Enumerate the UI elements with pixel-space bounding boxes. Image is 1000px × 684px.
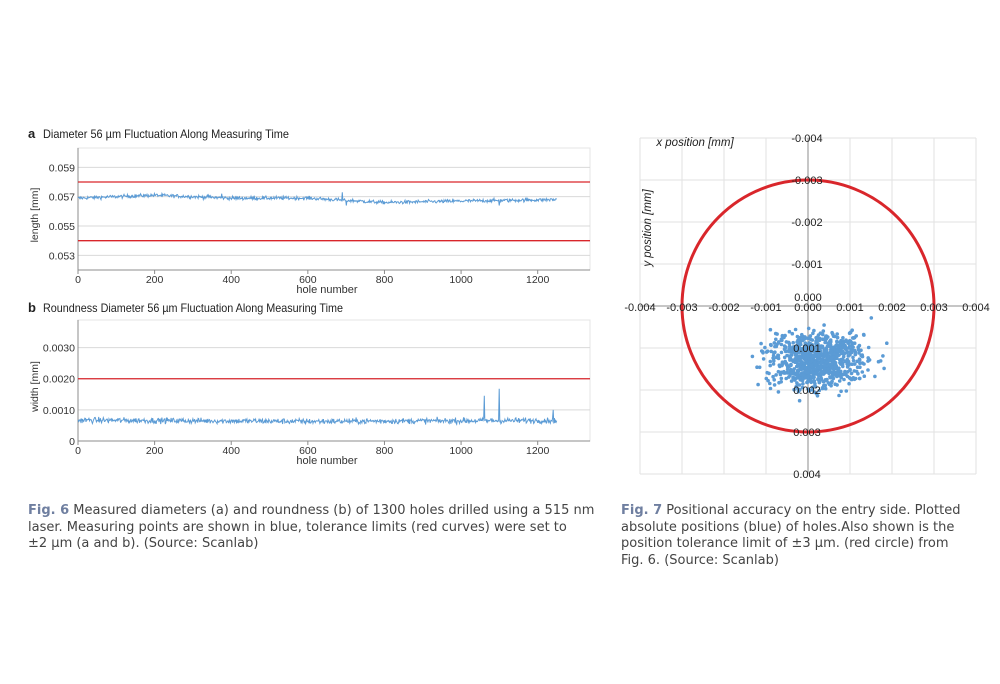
data-point xyxy=(857,348,861,352)
data-point xyxy=(774,338,778,342)
data-point xyxy=(821,346,825,350)
caption-fig7-line-1: Positional accuracy on the entry side. Plotted xyxy=(666,503,961,518)
data-point xyxy=(760,349,764,353)
data-point xyxy=(836,336,840,340)
data-point xyxy=(774,373,778,377)
data-point xyxy=(830,380,834,384)
data-point xyxy=(790,379,794,383)
data-point xyxy=(849,331,853,335)
data-point xyxy=(811,332,815,336)
x-tick-label: 1200 xyxy=(526,274,550,286)
x-tick-label: -0.002 xyxy=(708,302,740,314)
y-tick-label: -0.004 xyxy=(791,133,823,145)
x-tick-label: 800 xyxy=(375,274,394,286)
data-point xyxy=(782,370,786,374)
x-tick-label: 1000 xyxy=(449,445,473,457)
data-point xyxy=(822,323,826,327)
data-point xyxy=(861,361,865,365)
data-point xyxy=(831,374,835,378)
data-point xyxy=(789,364,793,368)
data-point xyxy=(846,358,850,362)
x-tick-label: 0 xyxy=(75,445,81,457)
data-point xyxy=(819,369,823,373)
data-point xyxy=(844,345,848,349)
data-point xyxy=(785,354,789,358)
data-point xyxy=(839,390,843,394)
data-point xyxy=(762,357,766,361)
y-tick-label: -0.002 xyxy=(791,217,823,229)
data-point xyxy=(783,360,787,364)
data-point xyxy=(804,359,808,363)
data-point xyxy=(826,354,830,358)
data-point xyxy=(828,351,832,355)
data-point xyxy=(772,362,776,366)
data-point xyxy=(826,367,830,371)
data-point xyxy=(776,354,780,358)
data-point xyxy=(830,366,834,370)
data-point xyxy=(769,328,773,332)
data-point xyxy=(823,367,827,371)
data-point xyxy=(769,360,773,364)
chart-diameter xyxy=(28,126,590,296)
x-tick-label: 0 xyxy=(75,274,81,286)
data-point xyxy=(825,370,829,374)
y-tick-label: 0.057 xyxy=(48,191,75,204)
data-point xyxy=(773,350,777,354)
data-point xyxy=(850,372,854,376)
data-point xyxy=(774,332,778,336)
y-tick-label: 0.002 xyxy=(793,385,821,397)
data-point xyxy=(850,341,854,345)
chart-positional-accuracy xyxy=(624,133,989,481)
y-tick-label: 0.053 xyxy=(48,250,75,263)
caption-fig6-line-3: ±2 µm (a and b). (Source: Scanlab) xyxy=(28,536,259,551)
data-point xyxy=(780,377,784,381)
data-point xyxy=(846,350,850,354)
data-point xyxy=(846,340,850,344)
x-tick-label: 0.003 xyxy=(920,302,948,314)
data-point xyxy=(794,360,798,364)
x-tick-label: 0.000 xyxy=(794,302,822,314)
data-point xyxy=(835,340,839,344)
data-point xyxy=(837,369,841,373)
x-tick-label: 1000 xyxy=(449,274,473,286)
caption-fig6-line-2: laser. Measuring points are shown in blue, tolerance limits (red curves) were set to xyxy=(28,519,567,535)
data-point xyxy=(847,382,851,386)
x-tick-label: 600 xyxy=(299,445,317,457)
data-point xyxy=(799,356,803,360)
data-point xyxy=(773,383,777,387)
data-point xyxy=(856,365,860,369)
data-point xyxy=(807,357,811,361)
data-point xyxy=(851,356,855,360)
data-point xyxy=(822,329,826,333)
y-tick-label: -0.001 xyxy=(791,259,823,271)
data-point xyxy=(765,350,769,354)
data-point xyxy=(817,333,821,337)
data-point xyxy=(777,370,781,374)
data-point xyxy=(853,349,857,353)
data-point xyxy=(798,377,802,381)
data-point xyxy=(831,332,835,336)
data-point xyxy=(870,316,874,320)
data-point xyxy=(799,360,803,364)
data-point xyxy=(780,351,784,355)
x-tick-label: 400 xyxy=(222,445,240,457)
data-point xyxy=(768,364,772,368)
data-point xyxy=(765,371,769,375)
data-point xyxy=(839,376,843,380)
x-axis-label: x position [mm] xyxy=(656,137,734,149)
series-line-diameter xyxy=(78,192,557,205)
data-point xyxy=(821,337,825,341)
data-point xyxy=(838,379,842,383)
data-point xyxy=(780,337,784,341)
data-point xyxy=(882,367,886,371)
y-tick-label: 0.0010 xyxy=(42,404,75,417)
y-tick-label: 0 xyxy=(69,436,75,448)
x-tick-label: -0.003 xyxy=(666,302,698,314)
x-tick-label: 600 xyxy=(299,274,317,286)
data-point xyxy=(795,371,799,375)
x-tick-label: 0.004 xyxy=(962,302,990,314)
data-point xyxy=(772,378,776,382)
data-point xyxy=(835,349,839,353)
data-point xyxy=(853,362,857,366)
data-point xyxy=(866,368,870,372)
caption-fig6 xyxy=(28,503,608,553)
data-point xyxy=(823,364,827,368)
caption-fig6-label: Fig. 6 xyxy=(28,503,70,518)
data-point xyxy=(791,376,795,380)
x-tick-label: 0.002 xyxy=(878,302,906,314)
x-tick-label: 0.001 xyxy=(836,302,864,314)
data-point xyxy=(783,344,787,348)
data-point xyxy=(845,389,849,393)
y-axis-label: length [mm] xyxy=(29,187,41,243)
data-point xyxy=(881,354,885,358)
data-point xyxy=(824,387,828,391)
data-point xyxy=(825,348,829,352)
data-point xyxy=(841,336,845,340)
data-point xyxy=(814,364,818,368)
data-point xyxy=(780,343,784,347)
panel-letter: a xyxy=(28,126,36,141)
x-tick-label: 400 xyxy=(222,274,240,286)
data-point xyxy=(763,346,767,350)
data-point xyxy=(839,358,843,362)
data-point xyxy=(858,377,862,381)
data-point xyxy=(771,356,775,360)
chart-title: Roundness Diameter 56 µm Fluctuation Along Measuring Time xyxy=(43,301,344,315)
data-point xyxy=(771,375,775,379)
data-point xyxy=(809,375,813,379)
data-point xyxy=(842,351,846,355)
data-point xyxy=(858,358,862,362)
data-point xyxy=(885,341,889,345)
data-point xyxy=(813,379,817,383)
caption-fig6-line-1: Measured diameters (a) and roundness (b) of 1300 holes drilled using a 515 nm xyxy=(73,503,595,518)
data-point xyxy=(852,376,856,380)
data-point xyxy=(798,399,802,403)
caption-fig7-line-4: Fig. 6. (Source: Scanlab) xyxy=(621,552,779,568)
plot-area-border xyxy=(78,148,590,270)
data-point xyxy=(831,346,835,350)
chart-title: Diameter 56 µm Fluctuation Along Measuring Time xyxy=(43,127,290,141)
data-point xyxy=(777,390,781,394)
data-point xyxy=(817,380,821,384)
x-tick-label: -0.001 xyxy=(750,302,782,314)
caption-fig7-label: Fig. 7 xyxy=(621,503,663,518)
data-point xyxy=(834,361,838,365)
data-point xyxy=(868,358,872,362)
caption-fig7-line-3: position tolerance limit of ±3 µm. (red circle) from xyxy=(621,536,949,551)
y-axis-label: y position [mm] xyxy=(642,189,654,267)
y-tick-label: 0.059 xyxy=(48,162,75,175)
data-point xyxy=(783,347,787,351)
data-point xyxy=(873,375,877,379)
data-point xyxy=(756,383,760,387)
data-point xyxy=(861,355,865,359)
data-point xyxy=(751,355,755,359)
x-tick-label: -0.004 xyxy=(624,302,656,314)
data-point xyxy=(811,371,815,375)
y-tick-label: 0.004 xyxy=(793,469,821,481)
data-point xyxy=(804,337,808,341)
data-point xyxy=(810,364,814,368)
origin-label: 0.000 xyxy=(794,292,822,304)
data-point xyxy=(804,375,808,379)
data-point xyxy=(759,342,763,346)
x-tick-label: 800 xyxy=(375,445,394,457)
x-tick-label: 200 xyxy=(145,445,164,457)
chart-roundness xyxy=(28,300,590,467)
data-point xyxy=(807,327,811,331)
data-point xyxy=(829,371,833,375)
caption-fig7 xyxy=(621,503,991,569)
x-axis-label: hole number xyxy=(296,284,358,296)
data-point xyxy=(847,346,851,350)
panel-letter: b xyxy=(28,300,36,315)
data-point xyxy=(794,328,798,332)
data-point xyxy=(846,370,850,374)
data-point xyxy=(806,370,810,374)
data-point xyxy=(828,342,832,346)
data-point xyxy=(828,359,832,363)
data-point xyxy=(830,362,834,366)
data-point xyxy=(867,346,871,350)
data-point xyxy=(842,372,846,376)
data-point xyxy=(798,337,802,341)
data-point xyxy=(769,350,773,354)
data-point xyxy=(779,380,783,384)
data-point xyxy=(792,367,796,371)
data-point xyxy=(775,343,779,347)
y-tick-label: 0.001 xyxy=(793,343,821,355)
data-point xyxy=(822,384,826,388)
data-point xyxy=(818,338,822,342)
data-point xyxy=(791,332,795,336)
data-point xyxy=(829,384,833,388)
data-point xyxy=(847,362,851,366)
data-point xyxy=(841,363,845,367)
data-point xyxy=(877,360,881,364)
data-point xyxy=(861,370,865,374)
data-point xyxy=(863,374,867,378)
data-point xyxy=(852,359,856,363)
data-point xyxy=(821,380,825,384)
data-point xyxy=(855,370,859,374)
data-point xyxy=(809,379,813,383)
data-point xyxy=(821,333,825,337)
y-axis-label: width [mm] xyxy=(29,361,41,412)
data-point xyxy=(833,365,837,369)
data-point xyxy=(783,334,787,338)
data-point xyxy=(787,375,791,379)
caption-fig7-line-2: absolute positions (blue) of holes.Also shown is the xyxy=(621,519,955,535)
x-tick-label: 200 xyxy=(145,274,164,286)
data-point xyxy=(817,372,821,376)
data-point xyxy=(769,387,773,391)
data-point xyxy=(755,365,759,369)
data-point xyxy=(798,368,802,372)
data-point xyxy=(788,347,792,351)
data-point xyxy=(837,394,841,398)
data-point xyxy=(857,351,861,355)
data-point xyxy=(801,373,805,377)
data-point xyxy=(765,377,769,381)
data-point xyxy=(847,354,851,358)
data-point xyxy=(788,342,792,346)
data-point xyxy=(809,337,813,341)
y-tick-label: 0.055 xyxy=(48,221,75,233)
data-point xyxy=(842,341,846,345)
data-point xyxy=(820,361,824,365)
y-tick-label: -0.003 xyxy=(791,175,823,187)
data-point xyxy=(818,355,822,359)
data-point xyxy=(835,354,839,358)
data-point xyxy=(790,371,794,375)
y-tick-label: 0.0030 xyxy=(42,342,75,355)
data-point xyxy=(833,382,837,386)
x-axis-label: hole number xyxy=(296,455,358,467)
y-tick-label: 0.0020 xyxy=(42,373,75,386)
series-line-roundness xyxy=(78,389,557,425)
y-tick-label: 0.003 xyxy=(793,427,821,439)
x-tick-label: 1200 xyxy=(526,445,550,457)
data-point xyxy=(839,347,843,351)
data-point xyxy=(848,376,852,380)
data-point xyxy=(769,343,773,347)
data-point xyxy=(788,357,792,361)
data-point xyxy=(862,333,866,337)
data-point xyxy=(852,336,856,340)
